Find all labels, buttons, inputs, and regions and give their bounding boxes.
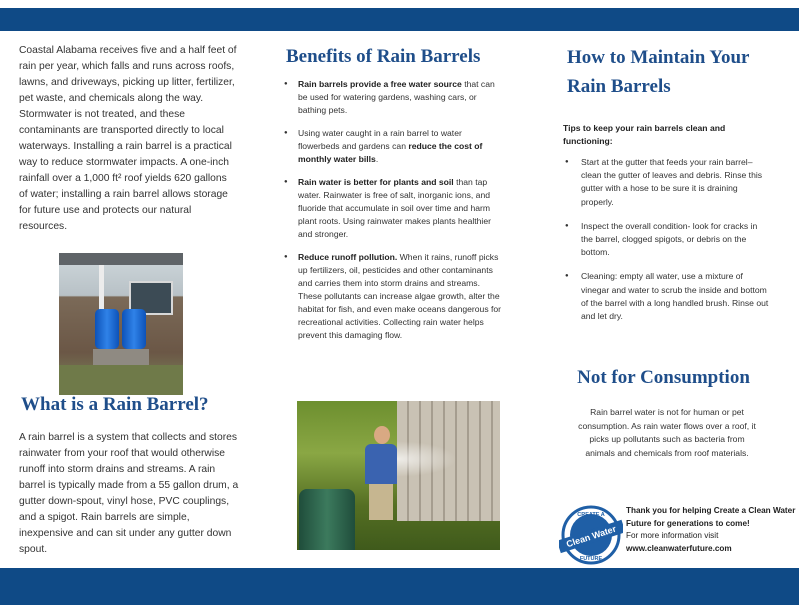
benefit-text-end: . <box>375 154 379 164</box>
person-head <box>374 426 390 444</box>
lawn <box>59 365 183 395</box>
logo-bottom-text: FUTURE <box>579 556 603 562</box>
website-link[interactable]: www.cleanwaterfuture.com <box>626 543 732 553</box>
benefits-list <box>298 78 502 352</box>
roof-edge <box>59 253 183 265</box>
left-panel <box>0 31 262 568</box>
logo-main-text: Clean Water <box>565 523 618 550</box>
consumption-heading: Not for Consumption <box>577 367 750 388</box>
benefit-text: When it rains, runoff picks up fertilizers, oil, pesticides and other contaminants and carries them into storm drains and streams. These pollutants can increase algae growth, alter the habitat for fish, and even make oceans dangerous for recreational activities. Collecting rain water helps prevent this damaging flow. <box>298 252 502 340</box>
list-item <box>298 78 502 117</box>
blue-barrel <box>122 309 146 349</box>
house-rain-barrel-photo <box>59 253 183 395</box>
list-item <box>298 251 502 342</box>
benefit-lead: Rain water is better for plants and soil <box>298 177 454 187</box>
block-stand <box>93 349 149 365</box>
benefit-lead: Rain barrels provide a free water source <box>298 79 462 89</box>
clean-water-future-logo <box>559 504 623 566</box>
logo-top-text: CREATE A <box>577 512 605 518</box>
benefit-text: than tap water. Rainwater is free of salt, inorganic ions, and fluoride that accumulate in soil over time and harm plant roots. Using rainwater makes plants healthier and stronger. <box>298 177 491 239</box>
water-spray <box>397 441 457 477</box>
benefit-text: that can be used for watering gardens, washing cars, or bathing pets. <box>298 79 495 115</box>
maintain-heading: How to Maintain Your Rain Barrels <box>567 47 750 97</box>
list-item: ● Cleaning: empty all water, use a mixture of vinegar and water to scrub the inside and bottom of the barrel with a long handled brush. Rinse out and let dry. <box>581 270 771 323</box>
top-band <box>0 8 799 31</box>
tips-title: Tips to keep your rain barrels clean and functioning: <box>563 123 726 146</box>
person-shirt <box>365 444 397 484</box>
benefit-text: Using water caught in a rain barrel to water flowerbeds and gardens can <box>298 128 462 151</box>
thanks-block <box>626 505 796 555</box>
what-paragraph: A rain barrel is a system that collects and stores rainwater from your roof that would otherwise runoff into storm drains and streams. A rain barrel is typically made from a 55 gallon drum, a gutter down-spout, vinyl hose, PVC couplings, and a spigot. Rain barrels are simple, inexpensive and can sit under any gutter down spout. <box>19 432 239 555</box>
tips-list <box>581 156 771 334</box>
middle-panel <box>262 31 528 568</box>
what-heading: What is a Rain Barrel? <box>21 394 209 415</box>
more-info-text: For more information visit <box>626 531 719 540</box>
consumption-paragraph: Rain barrel water is not for human or pet consumption. As rain water flows over a roof, it picks up pollutants such as bacteria from animals and chemicals from roof materials. <box>578 407 756 458</box>
right-panel <box>528 31 799 568</box>
list-item: ● Start at the gutter that feeds your rain barrel–clean the gutter of leaves and debris. Rinse this gutter with a hose to be sure it is draining properly. <box>581 156 771 209</box>
benefit-emphasis: reduce the cost of monthly water bills <box>298 141 483 164</box>
list-item <box>298 127 502 166</box>
benefit-lead: Reduce runoff pollution. <box>298 252 398 262</box>
thanks-line: Thank you for helping Create a Clean Water Future for generations to come! <box>626 506 796 528</box>
list-item <box>298 176 502 241</box>
blue-barrel <box>95 309 119 349</box>
green-barrel <box>299 489 355 550</box>
intro-paragraph: Coastal Alabama receives five and a half feet of rain per year, which falls and runs across roofs, lawns, and driveways, picking up litter, fertilizer, pet waste, and chemicals along the way. Stormwater is not treated, and these contaminants are transported directly to local waterways. Installing a rain barrel is a practical way to reduce stormwater impacts. A one-inch rainfall over a 1,000 ft² roof yields 620 gallons of water; installing a rain barrel allows storage for future use and protects our natural resources. <box>19 45 237 232</box>
bottom-band <box>0 568 799 605</box>
benefits-heading: Benefits of Rain Barrels <box>286 46 481 67</box>
list-item: ● Inspect the overall condition- look for cracks in the barrel, clogged spigots, or debris on the bottom. <box>581 220 771 260</box>
gardener-watering-photo <box>297 401 500 550</box>
person-pants <box>369 484 393 520</box>
